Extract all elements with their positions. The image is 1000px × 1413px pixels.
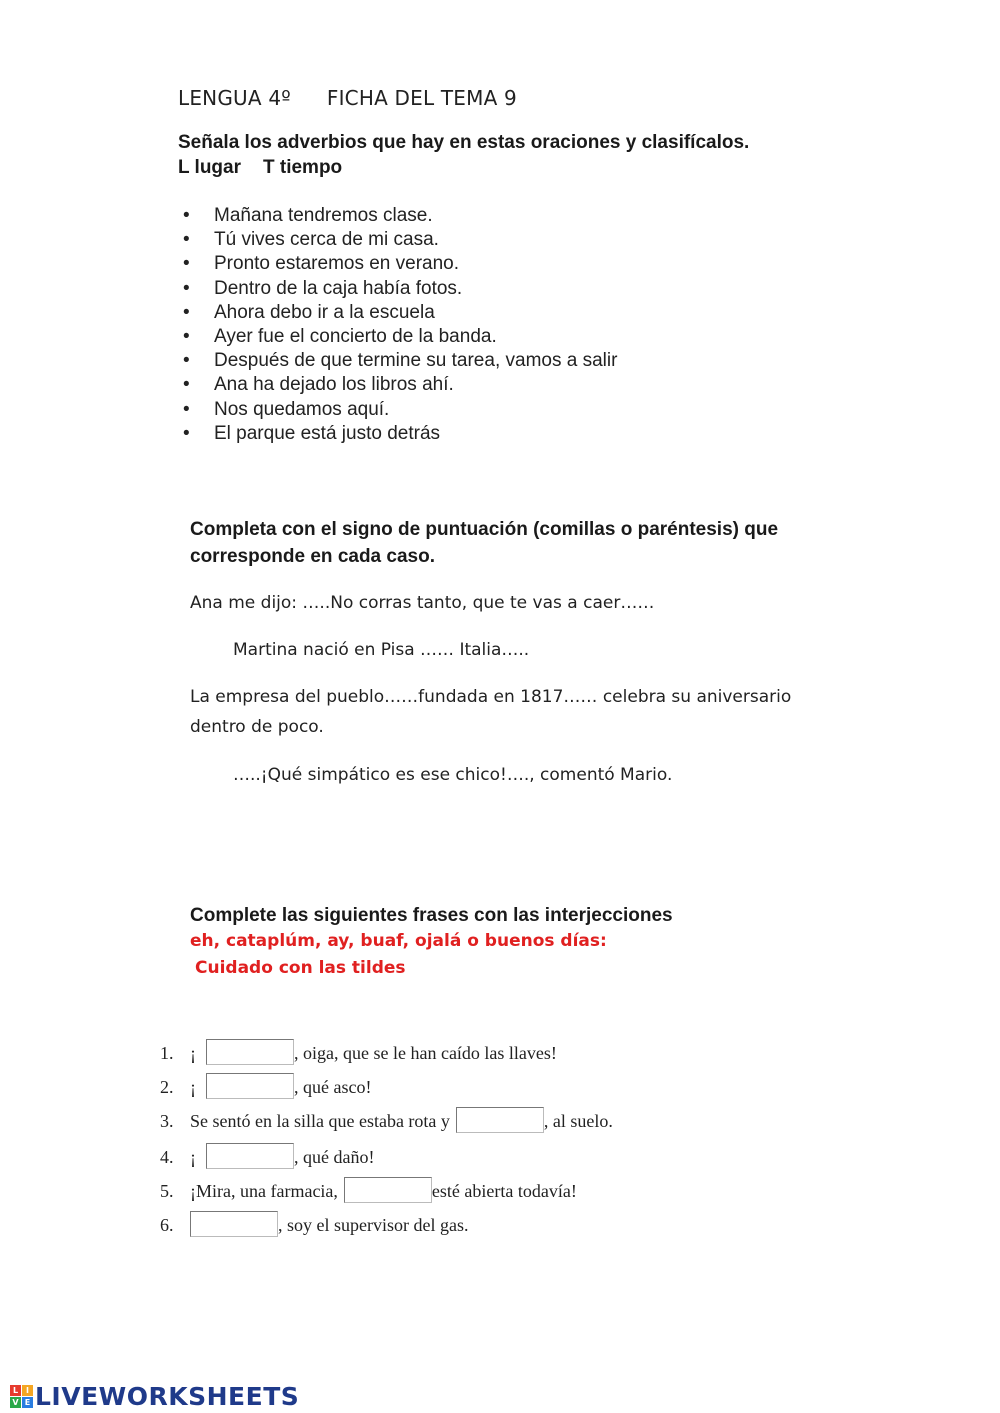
section3-heading: Complete las siguientes frases con las interjecciones <box>190 905 673 926</box>
adverb-sentence-list <box>180 204 617 446</box>
list-item: • Nos quedamos aquí. <box>180 398 617 422</box>
section2-heading-line2: corresponde en cada caso. <box>190 546 435 567</box>
list-item: • Tú vives cerca de mi casa. <box>180 228 617 252</box>
bullet-icon: • <box>183 398 190 420</box>
answer-box-4[interactable] <box>206 1143 294 1169</box>
bullet-icon: • <box>183 350 190 372</box>
punctuation-item: La empresa del pueblo……fundada en 1817…… celebra su aniversario <box>190 687 792 707</box>
bullet-icon: • <box>183 374 190 396</box>
list-item: • Ahora debo ir a la escuela <box>180 301 617 325</box>
punctuation-item: Ana me dijo: …..No corras tanto, que te vas a caer…… <box>190 593 655 613</box>
exercise-row: 6. , soy el supervisor del gas. <box>160 1210 468 1240</box>
punctuation-item: …..¡Qué simpático es ese chico!…., comentó Mario. <box>233 765 673 785</box>
bullet-icon: • <box>183 422 190 444</box>
interjection-options: eh, cataplúm, ay, buaf, ojalá o buenos días: <box>190 931 607 951</box>
punctuation-item-continuation: dentro de poco. <box>190 717 324 737</box>
list-item: • Dentro de la caja había fotos. <box>180 277 617 301</box>
legend-tiempo: T tiempo <box>263 157 343 178</box>
bullet-icon: • <box>183 301 190 323</box>
bullet-icon: • <box>183 325 190 347</box>
page-title <box>178 86 517 110</box>
exercise-row: 2. ¡ , qué asco! <box>160 1072 371 1102</box>
list-item: • El parque está justo detrás <box>180 422 617 446</box>
list-item: • Después de que termine su tarea, vamos a salir <box>180 349 617 373</box>
answer-box-3[interactable] <box>456 1107 544 1133</box>
bullet-icon: • <box>183 253 190 275</box>
answer-box-1[interactable] <box>206 1039 294 1065</box>
punctuation-item: Martina nació en Pisa …… Italia….. <box>233 640 530 660</box>
legend-lugar: L lugar <box>178 157 241 178</box>
liveworksheets-logo[interactable] <box>10 1380 299 1412</box>
bullet-icon: • <box>183 205 190 226</box>
section1-heading: Señala los adverbios que hay en estas oraciones y clasifícalos. <box>178 132 750 153</box>
answer-box-2[interactable] <box>206 1073 294 1099</box>
bullet-icon: • <box>183 277 190 299</box>
answer-box-5[interactable] <box>344 1177 432 1203</box>
accent-note: Cuidado con las tildes <box>195 958 406 978</box>
section1-legend <box>178 157 342 179</box>
list-item: • Mañana tendremos clase. <box>180 204 617 228</box>
subject-label: LENGUA 4º <box>178 86 291 110</box>
bullet-icon: • <box>183 229 190 251</box>
answer-box-6[interactable] <box>190 1211 278 1237</box>
sheet-label: FICHA DEL TEMA 9 <box>326 86 517 110</box>
list-item: • Ayer fue el concierto de la banda. <box>180 325 617 349</box>
logo-text: LIVEWORKSHEETS <box>35 1381 300 1411</box>
section2-heading-line1: Completa con el signo de puntuación (comillas o paréntesis) que <box>190 519 779 540</box>
exercise-row: 5. ¡Mira, una farmacia, esté abierta todavía! <box>160 1176 577 1206</box>
list-item: • Pronto estaremos en verano. <box>180 252 617 276</box>
exercise-row: 4. ¡ , qué daño! <box>160 1142 374 1172</box>
logo-blocks-icon: L I V E <box>10 1385 33 1408</box>
exercise-row: 3. Se sentó en la silla que estaba rota y , al suelo. <box>160 1106 613 1136</box>
list-item: • Ana ha dejado los libros ahí. <box>180 373 617 397</box>
exercise-row: 1. ¡ , oiga, que se le han caído las llaves! <box>160 1038 557 1068</box>
